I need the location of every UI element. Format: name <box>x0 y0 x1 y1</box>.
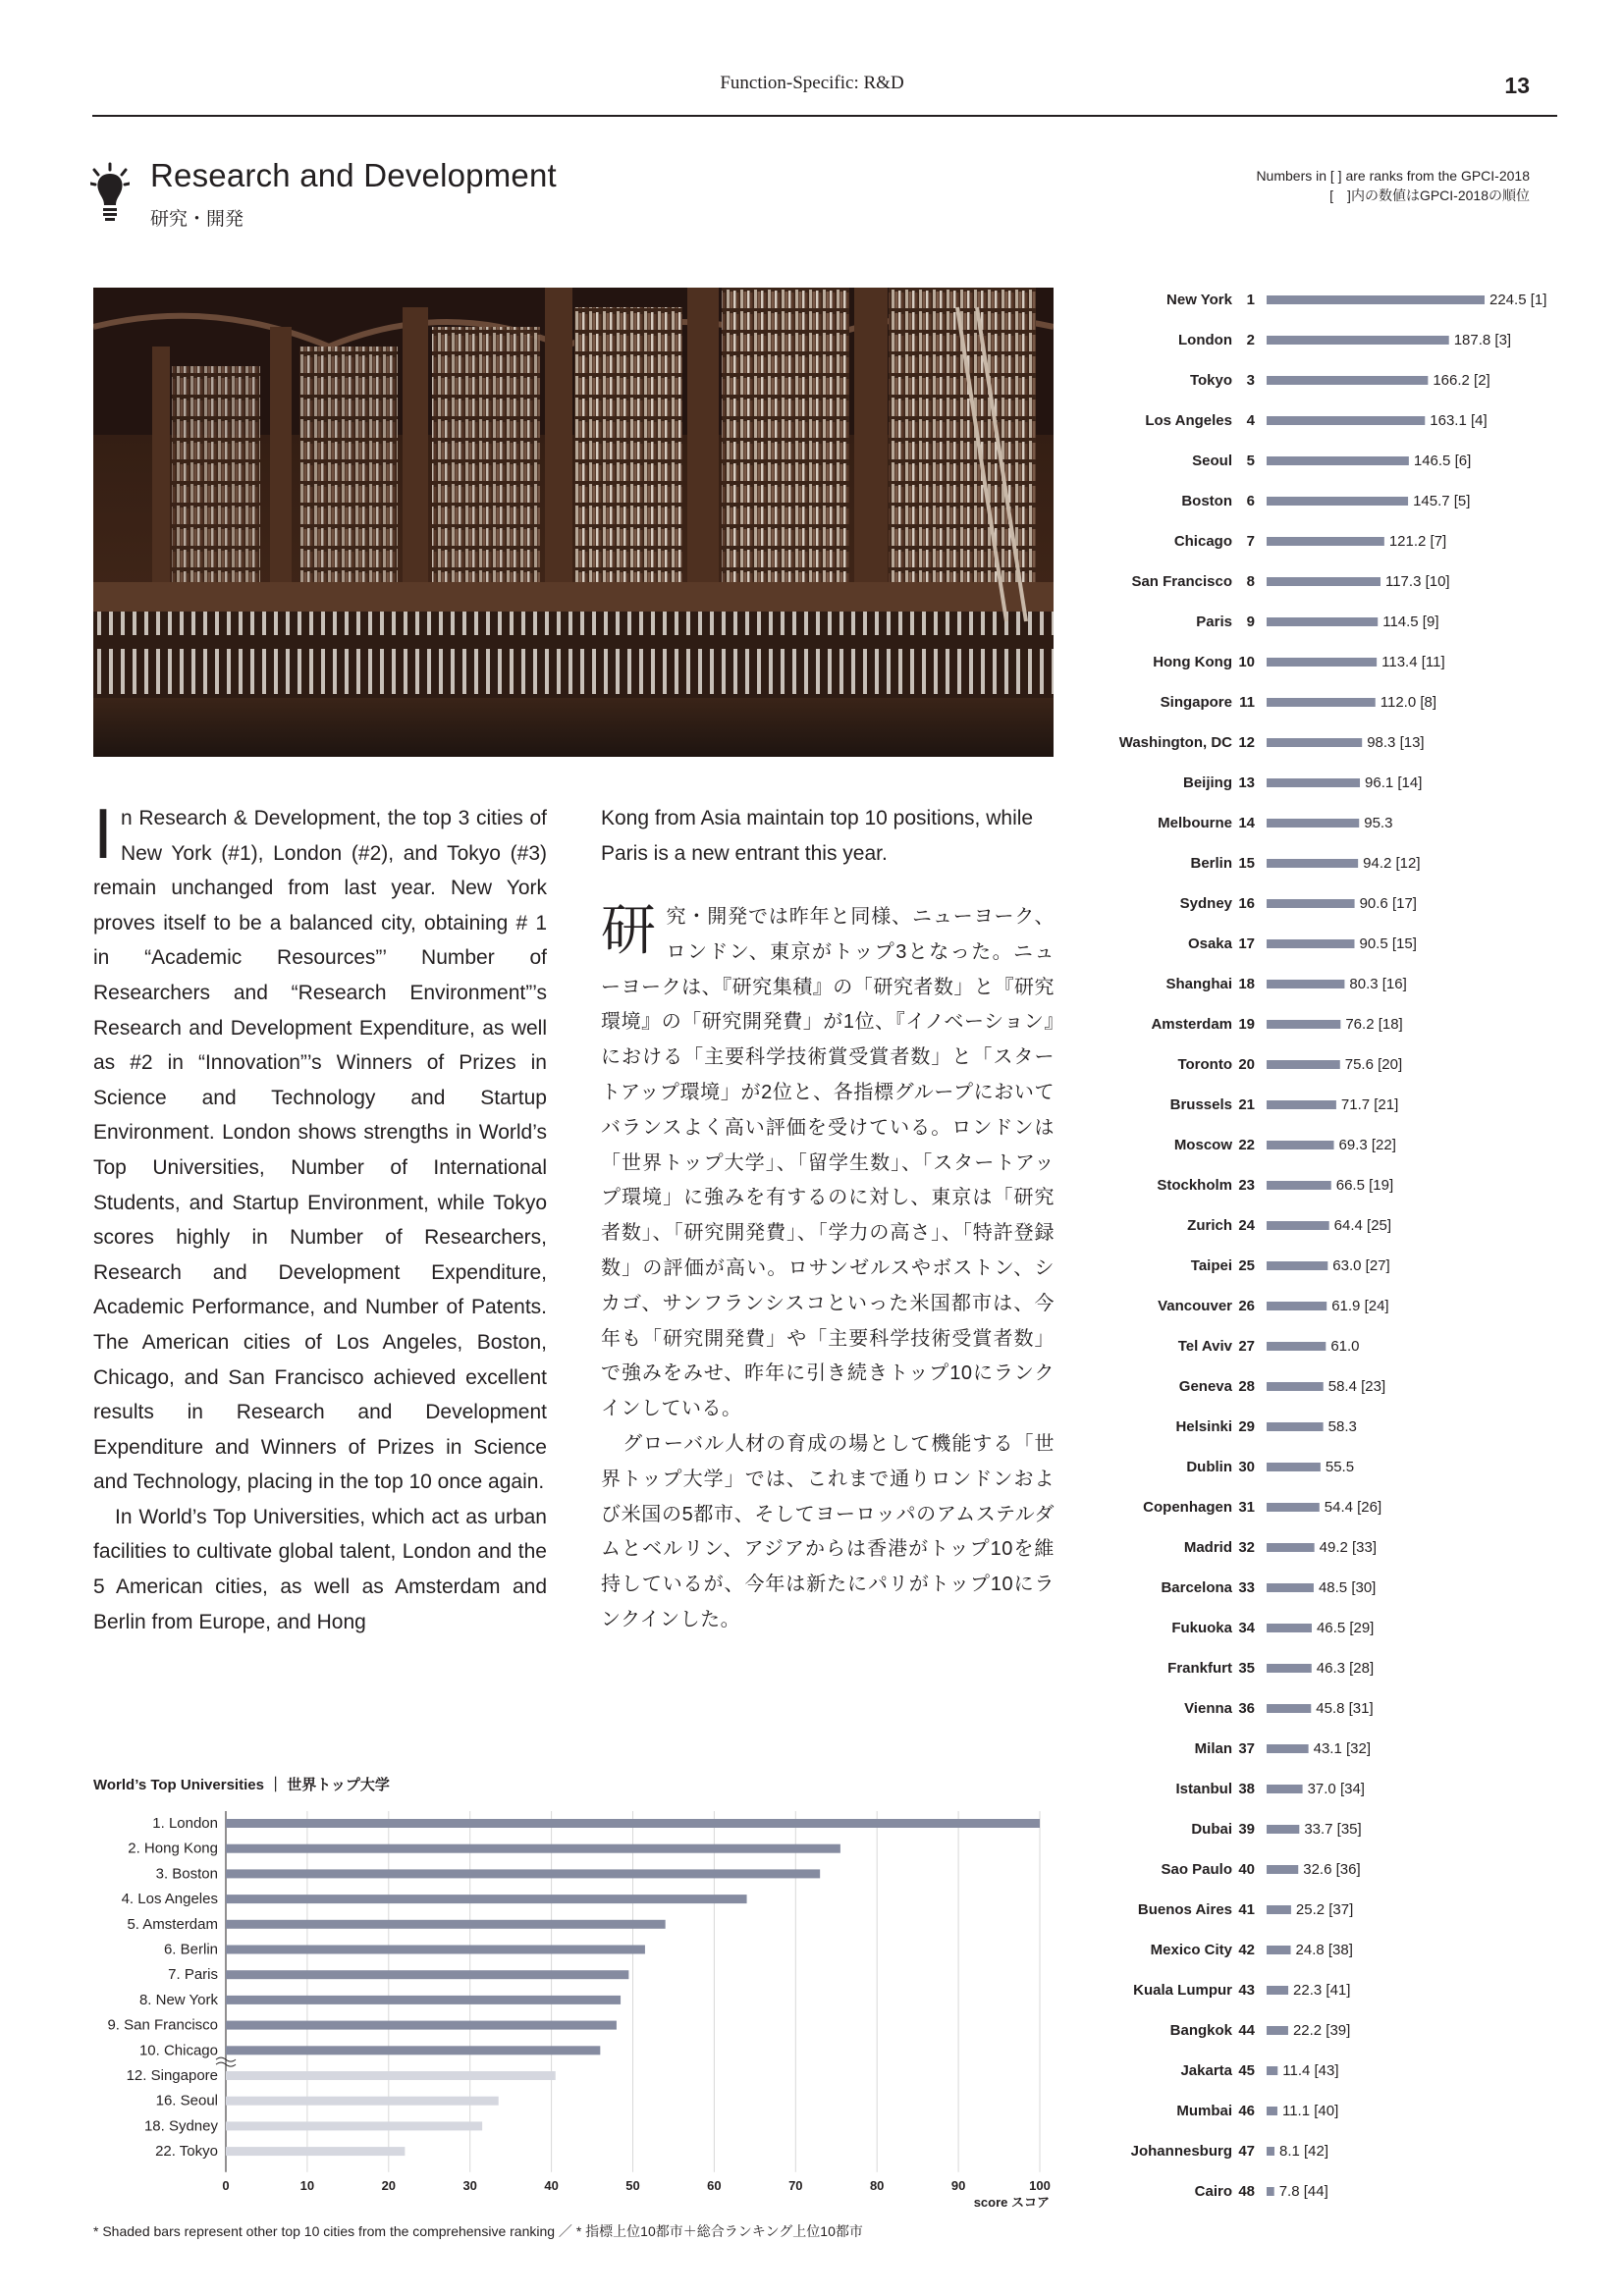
university-city-label: 9. San Francisco <box>107 2016 218 2034</box>
city-rank: 9 <box>1246 614 1255 630</box>
city-label: Moscow <box>1173 1137 1232 1153</box>
body-en-paragraph-1: n Research & Development, the top 3 cities of New York (#1), London (#2), and Tokyo (#3) remain unchanged from last year. New York proves itself to be a balanced city, obtaining # 1 in “Academic Resources”’ Number of Researchers and “Research Environment”’s Research and Development Expenditure, as well as #2 in “Innovation”’s Winners of Prizes in Science and Technology and Startup Environment. London shows strengths in World’s Top Universities, Number of International Students, and Startup Environment, while Tokyo scores highly in Number of Researchers, Research and Development Expenditure, Academic Performance, and Number of Patents. The American cities of Los Angeles, Boston, Chicago, and San Francisco achieved excellent results in Research and Development Expenditure and Winners of Prizes in Science and Technology, placing in the top 10 once again. <box>93 807 547 1494</box>
university-bar <box>226 1819 1040 1828</box>
x-tick-label: 100 <box>1029 2177 1051 2193</box>
city-score-label: 90.5 [15] <box>1359 935 1417 952</box>
city-rank: 30 <box>1238 1459 1255 1475</box>
city-label: Singapore <box>1160 694 1232 711</box>
university-city-label: 10. Chicago <box>138 2042 218 2059</box>
universities-bar-chart <box>79 1811 1080 2223</box>
city-bar <box>1267 1704 1311 1713</box>
city-rank: 43 <box>1238 1982 1255 1999</box>
body-text-jp <box>601 900 1055 1638</box>
university-city-label: 8. New York <box>138 1991 218 2008</box>
universities-title-jp: 世界トップ大学 <box>287 1777 390 1793</box>
city-label: Beijing <box>1182 774 1232 791</box>
city-label: Madrid <box>1183 1539 1232 1556</box>
header-rule <box>92 115 1557 117</box>
body-en-paragraph-3: Kong from Asia maintain top 10 positions, while Paris is a new entrant this year. <box>601 807 1034 865</box>
city-score-label: 49.2 [33] <box>1319 1539 1378 1556</box>
city-rank: 44 <box>1238 2022 1255 2039</box>
city-label: Tokyo <box>1189 372 1232 389</box>
city-score-label: 48.5 [30] <box>1318 1579 1377 1596</box>
body-en-paragraph-2: In World’s Top Universities, which act as urban facilities to cultivate global talent, London and the 5 American cities, as well as Amsterdam and Berlin from Europe, and Hong <box>93 1505 547 1633</box>
x-tick-label: 90 <box>950 2177 966 2193</box>
city-label: Geneva <box>1178 1378 1232 1395</box>
city-bar <box>1267 1986 1288 1995</box>
city-label: Fukuoka <box>1171 1620 1232 1636</box>
city-score-label: 22.3 [41] <box>1293 1982 1351 1999</box>
city-label: Osaka <box>1187 935 1232 952</box>
city-bar <box>1267 1342 1326 1351</box>
city-score-label: 121.2 [7] <box>1388 533 1447 550</box>
header-section: Function-Specific: R&D <box>720 73 904 93</box>
x-tick-label: 50 <box>625 2177 640 2193</box>
city-score-label: 11.1 [40] <box>1281 2103 1339 2119</box>
city-label: Kuala Lumpur <box>1133 1982 1232 1999</box>
city-label: Paris <box>1196 614 1232 630</box>
city-score-label: 166.2 [2] <box>1433 372 1490 389</box>
city-score-label: 64.4 [25] <box>1333 1217 1392 1234</box>
lightbulb-icon <box>90 162 130 231</box>
body-text-en <box>93 795 547 1639</box>
city-bar <box>1267 537 1384 546</box>
city-bar <box>1267 577 1380 586</box>
city-bar <box>1267 658 1377 667</box>
x-tick-label: 70 <box>788 2177 803 2193</box>
city-label: Chicago <box>1173 533 1232 550</box>
city-score-label: 61.9 [24] <box>1331 1298 1389 1314</box>
city-rank: 37 <box>1238 1740 1255 1757</box>
university-city-label: 3. Boston <box>155 1865 218 1883</box>
title-divider: ｜ <box>268 1777 284 1793</box>
city-score-label: 7.8 [44] <box>1278 2183 1328 2200</box>
x-axis-label: score スコア <box>973 2194 1050 2210</box>
city-label: Jakarta <box>1180 2062 1232 2079</box>
city-score-label: 145.7 [5] <box>1413 493 1471 509</box>
university-bar <box>226 2121 482 2130</box>
city-label: Vienna <box>1184 1700 1232 1717</box>
city-rank: 47 <box>1238 2143 1255 2160</box>
city-label: London <box>1178 332 1232 348</box>
city-bar <box>1267 1181 1331 1190</box>
city-label: Hong Kong <box>1153 654 1232 670</box>
x-tick-label: 40 <box>544 2177 559 2193</box>
city-score-label: 146.5 [6] <box>1413 453 1472 469</box>
city-label: Toronto <box>1177 1056 1232 1073</box>
city-score-label: 69.3 [22] <box>1338 1137 1396 1153</box>
university-city-label: 2. Hong Kong <box>128 1840 218 1857</box>
city-label: Seoul <box>1192 453 1232 469</box>
city-rank: 35 <box>1238 1660 1255 1677</box>
city-bar <box>1267 2187 1274 2196</box>
city-score-label: 46.3 [28] <box>1316 1660 1375 1677</box>
city-bar <box>1267 456 1409 465</box>
city-rank: 33 <box>1238 1579 1255 1596</box>
city-rank: 24 <box>1238 1217 1255 1234</box>
city-bar <box>1267 939 1354 948</box>
page-subtitle: 研究・開発 <box>150 209 244 230</box>
city-bar <box>1267 1221 1329 1230</box>
city-score-label: 63.0 [27] <box>1332 1257 1390 1274</box>
city-rank: 29 <box>1238 1418 1255 1435</box>
city-label: Sydney <box>1179 895 1232 912</box>
city-label: Washington, DC <box>1118 734 1232 751</box>
university-bar <box>226 2046 600 2055</box>
city-label: Taipei <box>1190 1257 1232 1274</box>
city-bar <box>1267 1946 1291 1954</box>
university-bar <box>226 2071 556 2080</box>
body-jp-paragraph-1: 究・開発では昨年と同様、ニューヨーク、ロンドン、東京がトップ3となった。ニューヨークは、『研究集積』の「研究者数」と『研究環境』の「研究開発費」が1位、『イノベーション』における「主要科学技術賞受賞者数」と「スタートアップ環境」が2位と、各指標グループにおいてバランスよく高い評価を受けている。ロンドンは「世界トップ大学」、「留学生数」、「スタートアップ環境」に強みを有するのに対し、東京は「研究者数」、「研究開発費」、「学力の高さ」、「特許登録数」の評価が高い。ロサンゼルスやボストン、シカゴ、サンフランシスコといった米国都市は、今年も「研究開発費」や「主要科学技術受賞者数」で強みをみせ、昨年に引き続きトップ10にランクインしている。 <box>601 906 1055 1420</box>
city-rank: 12 <box>1238 734 1255 751</box>
city-bar <box>1267 376 1428 385</box>
city-rank: 46 <box>1238 2103 1255 2119</box>
page-title: Research and Development <box>150 157 557 193</box>
city-score-label: 43.1 [32] <box>1313 1740 1372 1757</box>
city-score-label: 117.3 [10] <box>1384 573 1450 590</box>
city-bar <box>1267 1382 1324 1391</box>
city-bar <box>1267 416 1425 425</box>
university-city-label: 12. Singapore <box>126 2067 218 2084</box>
x-tick-label: 30 <box>462 2177 477 2193</box>
city-score-label: 24.8 [38] <box>1295 1942 1353 1958</box>
city-score-label: 58.4 [23] <box>1327 1378 1386 1395</box>
x-tick-label: 80 <box>869 2177 885 2193</box>
city-label: Melbourne <box>1158 815 1232 831</box>
city-rank: 36 <box>1238 1700 1255 1717</box>
city-score-label: 71.7 [21] <box>1340 1096 1399 1113</box>
city-label: Los Angeles <box>1145 412 1232 429</box>
city-label: Mumbai <box>1176 2103 1232 2119</box>
city-score-label: 8.1 [42] <box>1279 2143 1329 2160</box>
city-bar <box>1267 336 1449 345</box>
city-bar <box>1267 1463 1321 1471</box>
city-bar <box>1267 1785 1303 1793</box>
university-bar <box>226 1996 621 2004</box>
city-bar <box>1267 1261 1327 1270</box>
city-bar <box>1267 1302 1326 1310</box>
city-rank: 3 <box>1246 372 1255 389</box>
city-bar <box>1267 1583 1314 1592</box>
city-bar <box>1267 1624 1312 1632</box>
city-score-label: 114.5 [9] <box>1382 614 1439 630</box>
city-rank: 39 <box>1238 1821 1255 1838</box>
city-score-label: 112.0 [8] <box>1380 694 1437 711</box>
city-rank: 10 <box>1238 654 1255 670</box>
city-label: Sao Paulo <box>1161 1861 1232 1878</box>
library-photo <box>93 288 1054 757</box>
university-bar <box>226 1946 645 1954</box>
city-label: Boston <box>1181 493 1232 509</box>
city-label: Copenhagen <box>1143 1499 1232 1516</box>
city-score-label: 61.0 <box>1330 1338 1360 1355</box>
city-ranking-chart <box>1090 280 1581 2204</box>
city-rank: 41 <box>1238 1901 1255 1918</box>
city-rank: 19 <box>1238 1016 1255 1033</box>
city-label: Mexico City <box>1150 1942 1232 1958</box>
city-label: Vancouver <box>1158 1298 1232 1314</box>
x-tick-label: 10 <box>299 2177 315 2193</box>
city-score-label: 37.0 [34] <box>1307 1781 1365 1797</box>
city-label: Johannesburg <box>1130 2143 1232 2160</box>
city-bar <box>1267 1503 1320 1512</box>
city-rank: 31 <box>1238 1499 1255 1516</box>
city-bar <box>1267 2026 1288 2035</box>
city-score-label: 25.2 [37] <box>1295 1901 1354 1918</box>
city-rank: 38 <box>1238 1781 1255 1797</box>
city-score-label: 58.3 <box>1327 1418 1357 1435</box>
city-score-label: 46.5 [29] <box>1316 1620 1375 1636</box>
city-bar <box>1267 819 1359 828</box>
city-rank: 15 <box>1238 855 1255 872</box>
city-bar <box>1267 738 1362 747</box>
city-bar <box>1267 1825 1299 1834</box>
city-rank: 1 <box>1246 292 1255 308</box>
city-score-label: 224.5 [1] <box>1489 292 1547 308</box>
city-rank: 5 <box>1246 453 1255 469</box>
city-rank: 28 <box>1238 1378 1255 1395</box>
city-score-label: 54.4 [26] <box>1324 1499 1382 1516</box>
rank-note-jp: [ ]内の数値はGPCI-2018の順位 <box>1329 187 1530 203</box>
city-rank: 2 <box>1246 332 1255 348</box>
university-city-label: 16. Seoul <box>155 2092 218 2109</box>
city-score-label: 96.1 [14] <box>1365 774 1423 791</box>
body-text-en-continued <box>601 801 1055 871</box>
city-score-label: 33.7 [35] <box>1304 1821 1362 1838</box>
city-score-label: 80.3 [16] <box>1349 976 1407 992</box>
city-label: Berlin <box>1190 855 1232 872</box>
city-label: Milan <box>1194 1740 1232 1757</box>
city-label: Tel Aviv <box>1177 1338 1232 1355</box>
city-label: San Francisco <box>1131 573 1232 590</box>
university-bar <box>226 1895 747 1903</box>
city-label: Dubai <box>1191 1821 1232 1838</box>
city-label: Shanghai <box>1165 976 1232 992</box>
city-rank: 4 <box>1246 412 1255 429</box>
city-rank: 11 <box>1239 694 1255 711</box>
university-bar <box>226 1869 820 1878</box>
city-score-label: 11.4 [43] <box>1282 2062 1339 2079</box>
university-city-label: 7. Paris <box>168 1966 218 1984</box>
city-rank: 21 <box>1238 1096 1255 1113</box>
university-bar <box>226 2021 617 2030</box>
city-bar <box>1267 2107 1277 2115</box>
city-bar <box>1267 497 1408 506</box>
city-bar <box>1267 1100 1336 1109</box>
city-rank: 32 <box>1238 1539 1255 1556</box>
city-score-label: 45.8 [31] <box>1316 1700 1374 1717</box>
city-label: Stockholm <box>1157 1177 1232 1194</box>
city-rank: 40 <box>1238 1861 1255 1878</box>
city-score-label: 113.4 [11] <box>1381 654 1445 670</box>
city-rank: 8 <box>1246 573 1255 590</box>
university-city-label: 22. Tokyo <box>155 2143 218 2161</box>
city-score-label: 187.8 [3] <box>1453 332 1512 348</box>
x-tick-label: 0 <box>222 2177 230 2193</box>
university-bar <box>226 1970 628 1979</box>
city-rank: 22 <box>1238 1137 1255 1153</box>
page-number: 13 <box>1504 73 1530 98</box>
city-label: Buenos Aires <box>1137 1901 1232 1918</box>
city-rank: 16 <box>1238 895 1255 912</box>
city-score-label: 90.6 [17] <box>1359 895 1417 912</box>
universities-title-en: World’s Top Universities <box>93 1777 264 1793</box>
rank-note <box>1256 166 1530 205</box>
city-score-label: 75.6 [20] <box>1344 1056 1403 1073</box>
city-rank: 6 <box>1246 493 1255 509</box>
city-score-label: 32.6 [36] <box>1303 1861 1361 1878</box>
city-bar <box>1267 1865 1298 1874</box>
city-bar <box>1267 980 1344 988</box>
city-score-label: 98.3 [13] <box>1367 734 1425 751</box>
university-city-label: 18. Sydney <box>143 2117 218 2135</box>
city-score-label: 22.2 [39] <box>1292 2022 1351 2039</box>
city-rank: 42 <box>1238 1942 1255 1958</box>
city-label: Cairo <box>1194 2183 1232 2200</box>
city-label: New York <box>1166 292 1232 308</box>
university-city-label: 1. London <box>152 1815 218 1832</box>
city-rank: 27 <box>1238 1338 1255 1355</box>
city-rank: 13 <box>1238 774 1255 791</box>
university-city-label: 5. Amsterdam <box>127 1915 218 1933</box>
city-bar <box>1267 1664 1312 1673</box>
city-score-label: 95.3 <box>1364 815 1393 831</box>
chart-footnote: * Shaded bars represent other top 10 cities from the comprehensive ranking ／ * 指標上位10都市＋総合ランキング上位10都市 <box>93 2223 863 2239</box>
city-bar <box>1267 2147 1274 2156</box>
city-rank: 18 <box>1238 976 1255 992</box>
city-score-label: 76.2 [18] <box>1345 1016 1403 1033</box>
city-label: Dublin <box>1186 1459 1232 1475</box>
city-rank: 45 <box>1238 2062 1255 2079</box>
city-bar <box>1267 1905 1291 1914</box>
city-bar <box>1267 295 1485 304</box>
city-bar <box>1267 1020 1340 1029</box>
city-rank: 23 <box>1238 1177 1255 1194</box>
city-label: Frankfurt <box>1167 1660 1232 1677</box>
city-score-label: 55.5 <box>1325 1459 1355 1475</box>
city-bar <box>1267 1422 1324 1431</box>
body-jp-paragraph-2: グローバル人材の育成の場として機能する「世界トップ大学」では、これまで通りロンドンおよび米国の5都市、そしてヨーロッパのアムステルダムとベルリン、アジアからは香港がトップ10を維持しているが、今年は新たにパリがトップ10にランクインした。 <box>601 1432 1055 1630</box>
dropcap-jp: 研 <box>601 899 657 963</box>
city-bar <box>1267 899 1355 908</box>
city-score-label: 66.5 [19] <box>1335 1177 1394 1194</box>
city-label: Istanbul <box>1175 1781 1232 1797</box>
city-label: Brussels <box>1169 1096 1232 1113</box>
city-rank: 14 <box>1238 815 1255 831</box>
city-bar <box>1267 1060 1340 1069</box>
university-bar <box>226 2097 499 2106</box>
city-label: Helsinki <box>1175 1418 1232 1435</box>
city-bar <box>1267 778 1360 787</box>
city-rank: 20 <box>1238 1056 1255 1073</box>
university-bar <box>226 1844 840 1853</box>
dropcap-en: I <box>93 795 114 874</box>
university-city-label: 4. Los Angeles <box>121 1891 218 1908</box>
university-city-label: 6. Berlin <box>163 1941 218 1958</box>
city-label: Zurich <box>1187 1217 1232 1234</box>
city-label: Bangkok <box>1169 2022 1232 2039</box>
city-rank: 25 <box>1238 1257 1255 1274</box>
city-bar <box>1267 617 1378 626</box>
city-rank: 7 <box>1246 533 1255 550</box>
city-rank: 48 <box>1238 2183 1255 2200</box>
city-bar <box>1267 1744 1309 1753</box>
x-tick-label: 20 <box>381 2177 397 2193</box>
rank-note-en: Numbers in [ ] are ranks from the GPCI-2018 <box>1256 168 1530 184</box>
university-bar <box>226 2147 405 2156</box>
city-bar <box>1267 1141 1334 1149</box>
city-score-label: 94.2 [12] <box>1363 855 1421 872</box>
city-bar <box>1267 1543 1315 1552</box>
universities-chart-title <box>93 1774 390 1794</box>
city-rank: 17 <box>1238 935 1255 952</box>
city-bar <box>1267 698 1376 707</box>
city-score-label: 163.1 [4] <box>1430 412 1488 429</box>
x-tick-label: 60 <box>707 2177 722 2193</box>
city-label: Barcelona <box>1161 1579 1232 1596</box>
city-rank: 26 <box>1238 1298 1255 1314</box>
city-bar <box>1267 859 1358 868</box>
city-bar <box>1267 2066 1277 2075</box>
city-rank: 34 <box>1238 1620 1255 1636</box>
city-label: Amsterdam <box>1151 1016 1232 1033</box>
university-bar <box>226 1920 666 1929</box>
